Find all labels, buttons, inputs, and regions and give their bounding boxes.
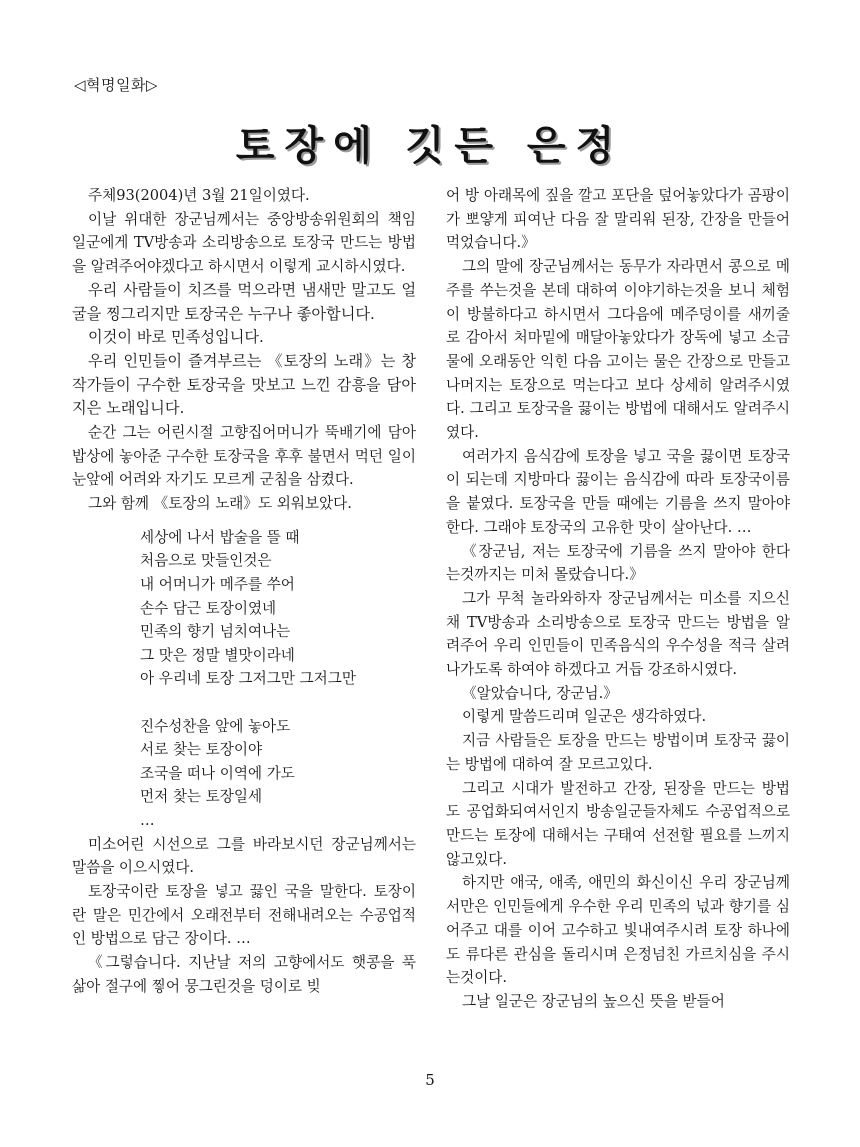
paragraph: 이렇게 말씀드리며 일군은 생각하였다. <box>462 708 707 726</box>
quote-paragraph: 우리 사람들이 치즈를 먹으라면 냄새만 말고도 얼굴을 찡그리지만 토장국은 누구나 좋아합니다. <box>72 280 416 323</box>
paragraph: 여러가지 음식감에 토장을 넣고 국을 끓이면 토장국이 되는데 지방마다 끓이는 음식감에 따라 토장국이름을 붙였다. 토장국을 만들 때에는 기름을 쓰지 말아야 한다. 그래야 토장국의 고유한 맛이 살아난다. … <box>446 447 790 536</box>
paragraph: 지금 사람들은 토장을 만드는 방법이며 토장국 끓이는 방법에 대하여 잘 모르고있다. <box>446 732 790 773</box>
lyric-line: 처음으로 맛들인것은 <box>140 552 272 570</box>
paragraph: 《장군님, 저는 토장국에 기름을 쓰지 말아야 한다는것까지는 미처 몰랐습니다.》 <box>446 542 790 584</box>
lyric-line: 내 어머니가 메주를 쑤어 <box>140 576 295 594</box>
paragraph: 그의 말에 장군님께서는 동무가 자라면서 콩으로 메주를 쑤는것을 본데 대하여 이야기하는것을 보니 체험이 방불하다고 하시면서 그다음에 메주덩이를 새끼줄로 감아서 처마밑에 매달아놓았다가 장독에 넣고 소금물에 오래동안 익힌 다음 고이는 물은 간장으로 만들고 나머지는 토장으로 먹는다고 보다 상세히 알려주시였다. 그리고 토장국을 끓이는 방법에 대해서도 알려주시였다. <box>446 258 790 442</box>
paragraph-continued: 어 방 아래목에 짚을 깔고 포단을 덮어놓았다가 곰팡이가 뽀얗게 피여난 다음 잘 말리워 된장, 간장을 만들어먹었습니다.》 <box>446 187 790 252</box>
quote-paragraph: 우리 인민들이 즐겨부르는 《토장의 노래》는 창작가들이 구수한 토장국을 맛보고 느낀 감흥을 담아 지은 노래입니다. <box>72 351 416 418</box>
paragraph: 이날 위대한 장군님께서는 중앙방송위원회의 책임일군에게 TV방송과 소리방송으로 토장국 만드는 방법을 알려주어야겠다고 하시면서 이렇게 교시하시였다. <box>72 210 416 276</box>
article-title: 토장에 깃든 은정 <box>235 123 625 169</box>
lyric-line: 손수 담근 토장이였네 <box>140 599 277 617</box>
lyric-line: 먼저 찾는 토장일세 <box>140 788 263 806</box>
lyric-line: … <box>140 811 155 829</box>
paragraph: 하지만 애국, 애족, 애민의 화신이신 우리 장군님께서만은 인민들에게 우수한 우리 민족의 넋과 향기를 심어주고 대를 이어 고수하고 빛내여주시려 토장 하나에도 류다른 관심을 돌리시며 은정넘친 가르치심을 주시는것이다. <box>446 874 790 987</box>
paragraph: 토장국이란 토장을 넣고 끓인 국을 말한다. 토장이란 말은 민간에서 오래전부터 전해내려오는 수공업적인 방법으로 담근 장이다. … <box>72 882 416 948</box>
paragraph: 《알았습니다, 장군님.》 <box>462 684 618 702</box>
song-lyrics <box>72 526 416 833</box>
paragraph: 그와 함께 《토장의 노래》도 외워보았다. <box>88 495 352 513</box>
lyric-line: 조국을 떠나 이역에 가도 <box>140 764 295 782</box>
lyric-line: 진수성찬을 앞에 놓아도 <box>140 717 291 735</box>
right-column <box>446 184 790 1014</box>
paragraph: 순간 그는 어린시절 고향집어머니가 뚝배기에 담아 밥상에 놓아준 구수한 토장국을 후후 불면서 먹던 일이 눈앞에 어려와 자기도 모르게 군침을 삼켰다. <box>72 424 416 489</box>
quote-paragraph: 이것이 바로 민족성입니다. <box>88 328 264 347</box>
paragraph: 미소어린 시선으로 그를 바라보시던 장군님께서는 말씀을 이으시였다. <box>72 835 416 877</box>
paragraph: 《그렇습니다. 지난날 저의 고향에서도 햇콩을 푹 삶아 절구에 찧어 뭉그린것을 덩이로 빚 <box>72 954 416 995</box>
section-tag: ◁혁명일화▷ <box>74 76 159 94</box>
lyric-line: 세상에 나서 밥술을 뜰 때 <box>140 528 300 546</box>
lyric-line: 서로 찾는 토장이야 <box>140 741 263 759</box>
lyric-line: 민족의 향기 넘치여나는 <box>140 623 291 641</box>
stanza-gap <box>140 691 416 715</box>
paragraph: 주체93(2004)년 3월 21일이였다. <box>88 187 310 204</box>
page-number: 5 <box>425 1071 435 1089</box>
lyric-line: 그 맛은 정말 별맛이라네 <box>140 646 295 664</box>
paragraph: 그가 무척 놀라와하자 장군님께서는 미소를 지으신채 TV방송과 소리방송으로 토장국 만드는 방법을 알려주어 우리 인민들이 민족음식의 우수성을 적극 살려나가도록 하여야 하겠다고 거듭 강조하시였다. <box>446 589 790 679</box>
lyric-line: 아 우리네 토장 그저그만 그저그만 <box>140 670 356 688</box>
paragraph: 그날 일군은 장군님의 높으신 뜻을 받들어 <box>462 992 725 1010</box>
paragraph: 그리고 시대가 발전하고 간장, 된장을 만드는 방법도 공업화되여서인지 방송일군들자체도 수공업적으로 만드는 토장에 대해서는 구태여 선전할 필요를 느끼지 않고있다. <box>446 779 790 868</box>
left-column <box>72 184 416 998</box>
